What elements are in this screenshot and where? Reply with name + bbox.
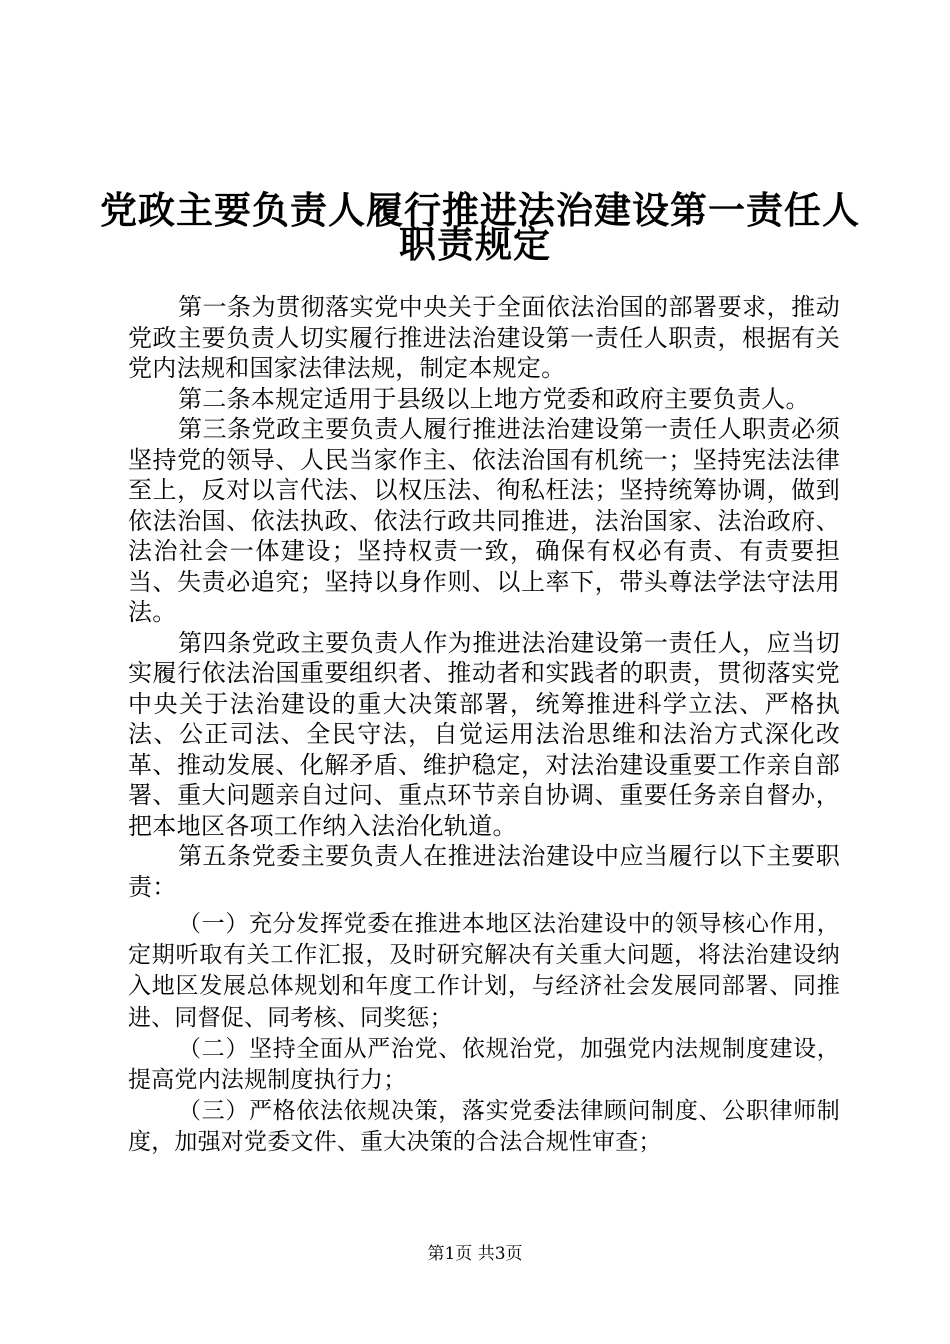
article-5-paragraph: 第五条党委主要负责人在推进法治建设中应当履行以下主要职责： — [128, 842, 840, 901]
article-1-paragraph: 第一条为贯彻落实党中央关于全面依法治国的部署要求，推动党政主要负责人切实履行推进法治建设第一责任人职责，根据有关党内法规和国家法律法规，制定本规定。 — [128, 293, 840, 382]
document-title-line-2: 职责规定 — [399, 222, 551, 266]
duty-item-1: （一）充分发挥党委在推进本地区法治建设中的领导核心作用，定期听取有关工作汇报，及时研究解决有关重大问题，将法治建设纳入地区发展总体规划和年度工作计划，与经济社会发展同部署、同推进、同督促、同考核、同奖惩； — [128, 911, 840, 1031]
article-3-paragraph: 第三条党政主要负责人履行推进法治建设第一责任人职责必须坚持党的领导、人民当家作主、依法治国有机统一；坚持宪法法律至上，反对以言代法、以权压法、徇私枉法；坚持统筹协调，做到依法治国、依法执政、依法行政共同推进，法治国家、法治政府、法治社会一体建设；坚持权责一致，确保有权必有责、有责要担当、失责必追究；坚持以身作则、以上率下，带头尊法学法守法用法。 — [128, 415, 840, 626]
duty-item-3: （三）严格依法依规决策，落实党委法律顾问制度、公职律师制度，加强对党委文件、重大决策的合法合规性审查； — [128, 1098, 840, 1156]
article-2-paragraph: 第二条本规定适用于县级以上地方党委和政府主要负责人。 — [178, 384, 810, 413]
article-4-paragraph: 第四条党政主要负责人作为推进法治建设第一责任人，应当切实履行依法治国重要组织者、推动者和实践者的职责，贯彻落实党中央关于法治建设的重大决策部署，统筹推进科学立法、严格执法、公正司法、全民守法，自觉运用法治思维和法治方式深化改革、推动发展、化解矛盾、维护稳定，对法治建设重要工作亲自部署、重大问题亲自过问、重点环节亲自协调、重要任务亲自督办，把本地区各项工作纳入法治化轨道。 — [128, 628, 840, 840]
duty-item-2: （二）坚持全面从严治党、依规治党，加强党内法规制度建设，提高党内法规制度执行力； — [128, 1035, 840, 1094]
document-body — [128, 292, 840, 1159]
page-footer: 第1页 共3页 — [427, 1244, 523, 1264]
document-title-line-1: 党政主要负责人履行推进法治建设第一责任人 — [100, 188, 860, 232]
